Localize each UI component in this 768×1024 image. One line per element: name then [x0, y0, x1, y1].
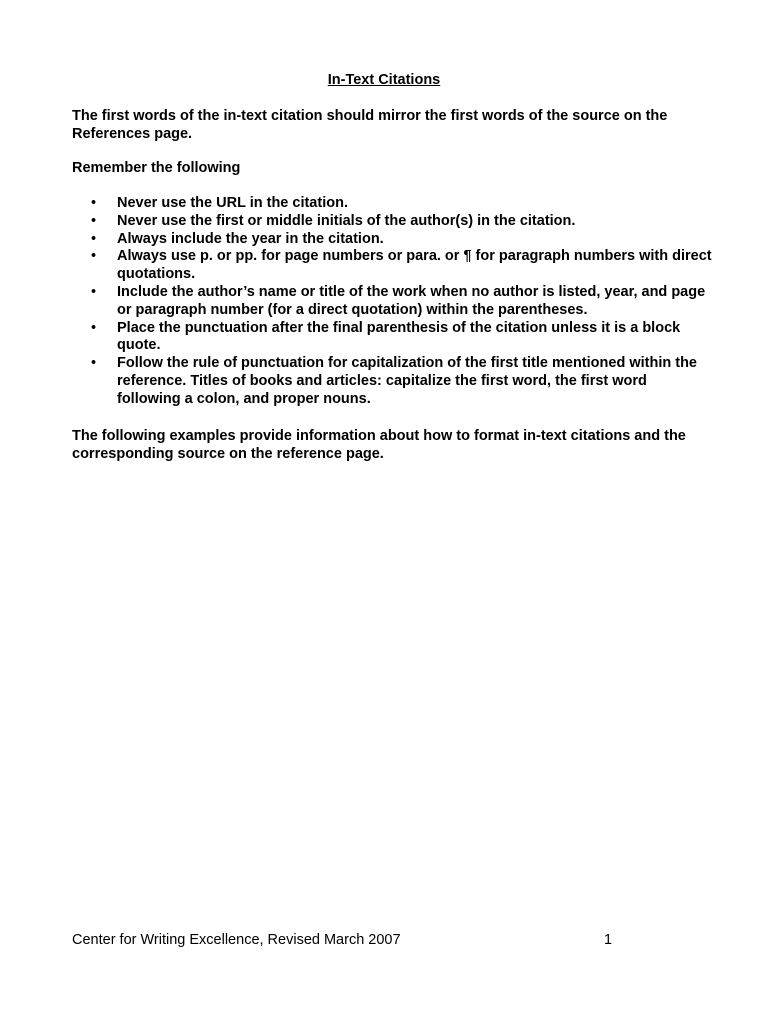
list-item-text: Follow the rule of punctuation for capitalization of the first title mentioned within the reference. Titles of books and articles: capitalize the first word, the first word following a colon, and proper nouns.	[117, 355, 697, 407]
list-item-text: Always use p. or pp. for page numbers or para. or ¶ for paragraph numbers with direct quotations.	[117, 248, 712, 283]
list-item	[72, 195, 712, 213]
list-item	[72, 231, 712, 249]
bullet-icon: •	[91, 230, 97, 247]
bullet-icon: •	[91, 212, 97, 229]
closing-paragraph: The following examples provide information about how to format in-text citations and the corresponding source on the reference page.	[72, 428, 686, 462]
list-item-text: Never use the first or middle initials of the author(s) in the citation.	[117, 212, 576, 229]
list-item	[72, 355, 712, 408]
rules-list	[72, 195, 712, 409]
list-item	[72, 284, 712, 320]
list-item	[72, 320, 712, 356]
page-number: 1	[604, 932, 613, 948]
bullet-icon: •	[91, 248, 97, 265]
bullet-icon: •	[91, 355, 97, 372]
bullet-icon: •	[91, 283, 97, 300]
list-item	[72, 248, 712, 284]
bullet-icon: •	[91, 195, 97, 211]
list-item	[72, 213, 712, 231]
remember-heading: Remember the following	[72, 160, 241, 176]
list-item-text: Always include the year in the citation.	[117, 230, 384, 247]
bullet-icon: •	[91, 319, 97, 336]
page-title: In-Text Citations	[327, 72, 441, 88]
list-item-text: Never use the URL in the citation.	[117, 195, 348, 211]
list-item-text: Include the author’s name or title of the work when no author is listed, year, and page or paragraph number (for a direct quotation) within the parentheses.	[117, 283, 706, 318]
intro-paragraph: The first words of the in-text citation should mirror the first words of the source on the References page.	[72, 108, 668, 142]
footer-text: Center for Writing Excellence, Revised March 2007	[72, 932, 401, 948]
list-item-text: Place the punctuation after the final parenthesis of the citation unless it is a block quote.	[117, 319, 681, 354]
